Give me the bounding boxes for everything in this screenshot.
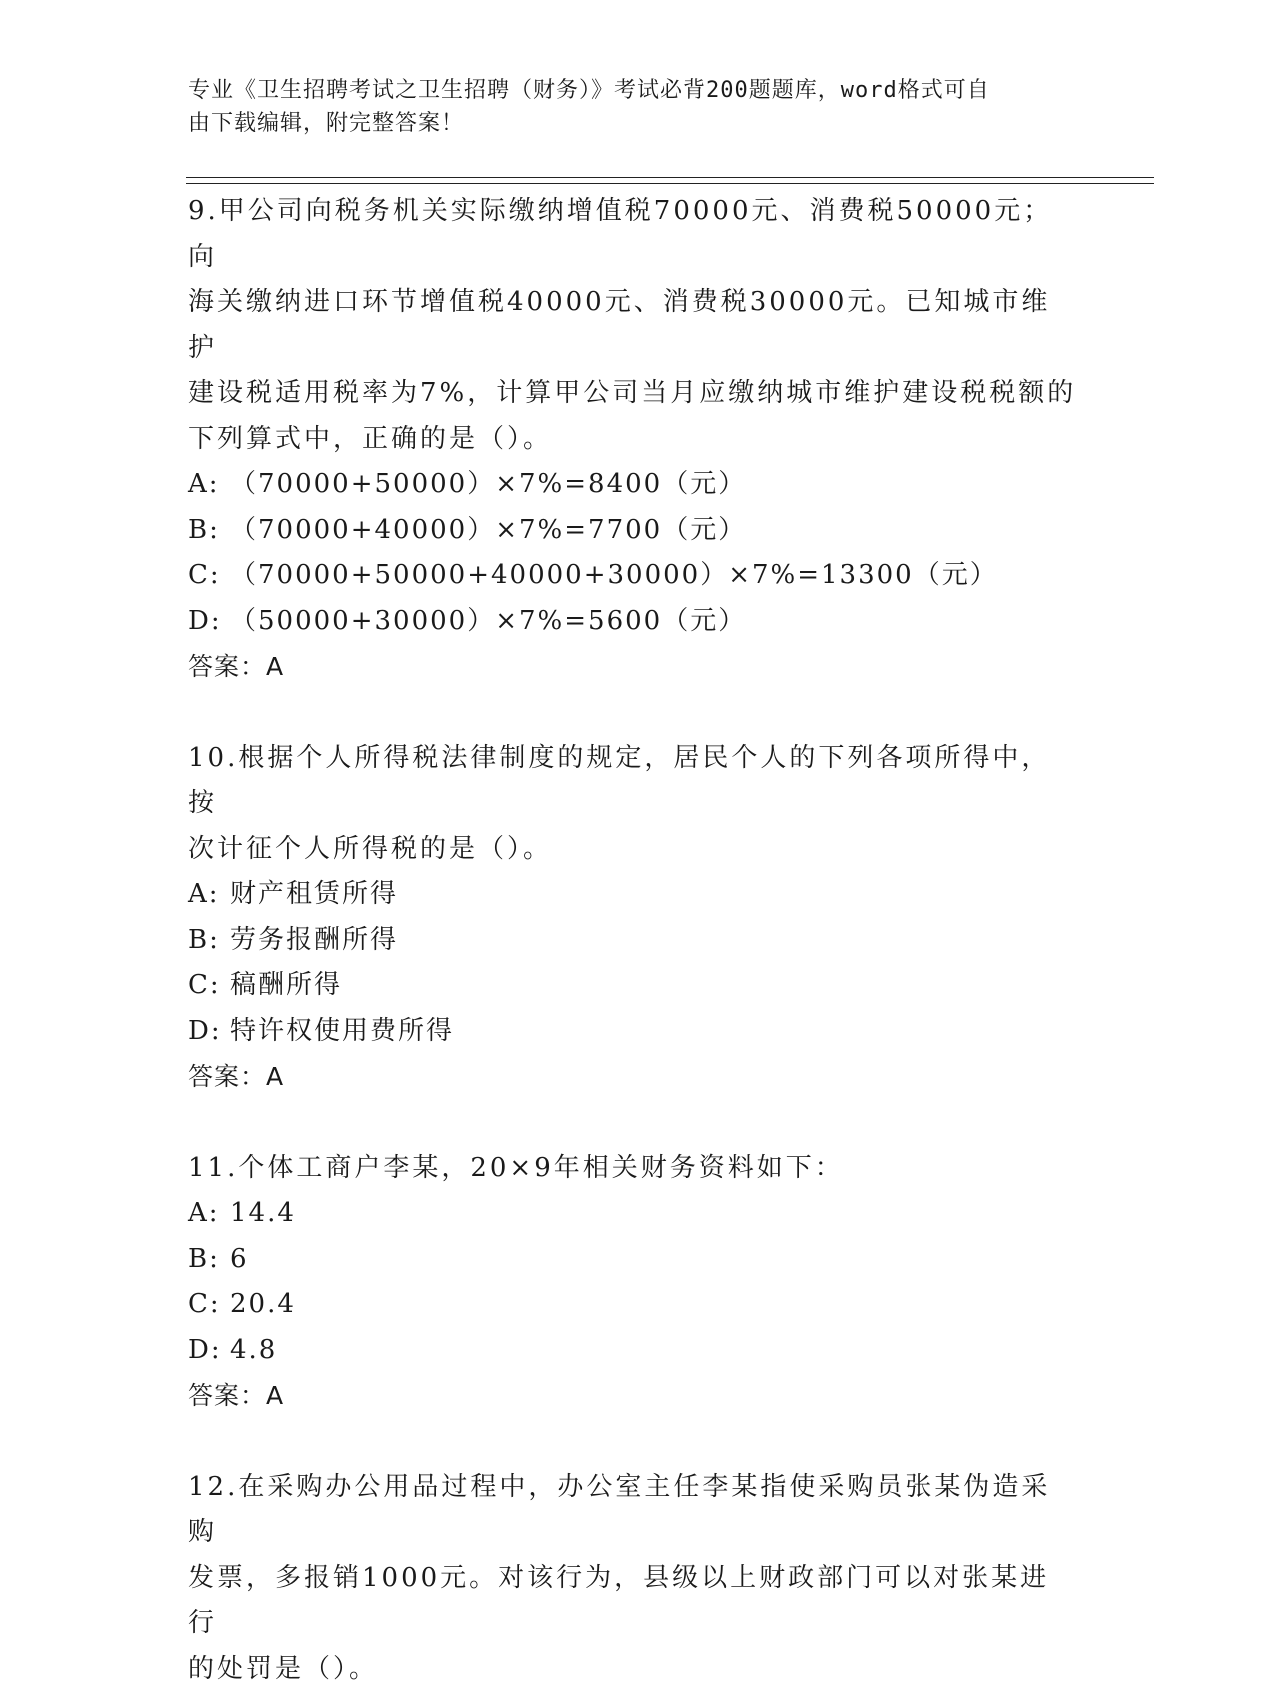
option-c	[188, 1282, 1078, 1328]
question-stem-line: 的处罚是（）。	[188, 1647, 1078, 1692]
question-stem-line: 12.在采购办公用品过程中，办公室主任李某指使采购员张某伪造采购	[188, 1465, 1078, 1556]
option-c	[188, 963, 1078, 1009]
option-text: （70000+50000+40000+30000）×7%=13300（元）	[230, 560, 998, 590]
question-stem-line: 下列算式中，正确的是（）。	[188, 417, 1078, 463]
option-c	[188, 553, 1078, 599]
question-9	[188, 189, 1078, 690]
option-text: 4.8	[230, 1335, 277, 1365]
option-letter: C:	[188, 963, 230, 1009]
option-letter: A:	[188, 872, 230, 918]
question-stem-line: 建设税适用税率为7%，计算甲公司当月应缴纳城市维护建设税税额的	[188, 371, 1078, 417]
option-letter: C:	[188, 553, 230, 599]
answer-line: 答案：A	[188, 1373, 1078, 1419]
option-text: （70000+40000）×7%=7700（元）	[230, 515, 746, 545]
option-a	[188, 1191, 1078, 1237]
option-letter: B:	[188, 508, 230, 554]
option-text: 劳务报酬所得	[230, 925, 398, 955]
question-stem-line: 10.根据个人所得税法律制度的规定，居民个人的下列各项所得中，按	[188, 736, 1078, 827]
option-text: 6	[230, 1244, 249, 1274]
option-text: 特许权使用费所得	[230, 1016, 454, 1046]
option-text: （50000+30000）×7%=5600（元）	[230, 606, 746, 636]
option-letter: C:	[188, 1282, 230, 1328]
option-b	[188, 1237, 1078, 1283]
question-stem-line: 发票，多报销1000元。对该行为，县级以上财政部门可以对张某进行	[188, 1556, 1078, 1647]
option-text: （70000+50000）×7%=8400（元）	[230, 469, 746, 499]
question-list	[188, 189, 1078, 1692]
option-text: 财产租赁所得	[230, 879, 398, 909]
option-text: 稿酬所得	[230, 970, 342, 1000]
option-a	[188, 872, 1078, 918]
document-header	[188, 74, 1068, 140]
question-stem-line: 次计征个人所得税的是（）。	[188, 827, 1078, 873]
option-letter: B:	[188, 1237, 230, 1283]
option-text: 14.4	[230, 1198, 296, 1228]
header-line-1: 专业《卫生招聘考试之卫生招聘（财务）》考试必背200题题库，word格式可自	[188, 74, 1068, 107]
option-b	[188, 508, 1078, 554]
question-12	[188, 1465, 1078, 1692]
question-spacer	[188, 1419, 1078, 1465]
option-b	[188, 918, 1078, 964]
question-stem-line: 9.甲公司向税务机关实际缴纳增值税70000元、消费税50000元；向	[188, 189, 1078, 280]
option-d	[188, 1009, 1078, 1055]
header-line-2: 由下载编辑，附完整答案！	[188, 107, 1068, 140]
header-divider-top	[186, 177, 1154, 178]
question-10	[188, 736, 1078, 1100]
question-stem-line: 11.个体工商户李某，20×9年相关财务资料如下：	[188, 1146, 1078, 1192]
question-11	[188, 1146, 1078, 1419]
option-d	[188, 1328, 1078, 1374]
option-letter: D:	[188, 1009, 230, 1055]
answer-line: 答案：A	[188, 644, 1078, 690]
answer-line: 答案：A	[188, 1054, 1078, 1100]
question-stem-line: 海关缴纳进口环节增值税40000元、消费税30000元。已知城市维护	[188, 280, 1078, 371]
option-a	[188, 462, 1078, 508]
option-letter: D:	[188, 599, 230, 645]
option-letter: A:	[188, 1191, 230, 1237]
option-letter: D:	[188, 1328, 230, 1374]
option-d	[188, 599, 1078, 645]
header-divider-bottom	[186, 183, 1154, 184]
question-spacer	[188, 1100, 1078, 1146]
option-letter: B:	[188, 918, 230, 964]
option-letter: A:	[188, 462, 230, 508]
question-spacer	[188, 690, 1078, 736]
option-text: 20.4	[230, 1289, 296, 1319]
